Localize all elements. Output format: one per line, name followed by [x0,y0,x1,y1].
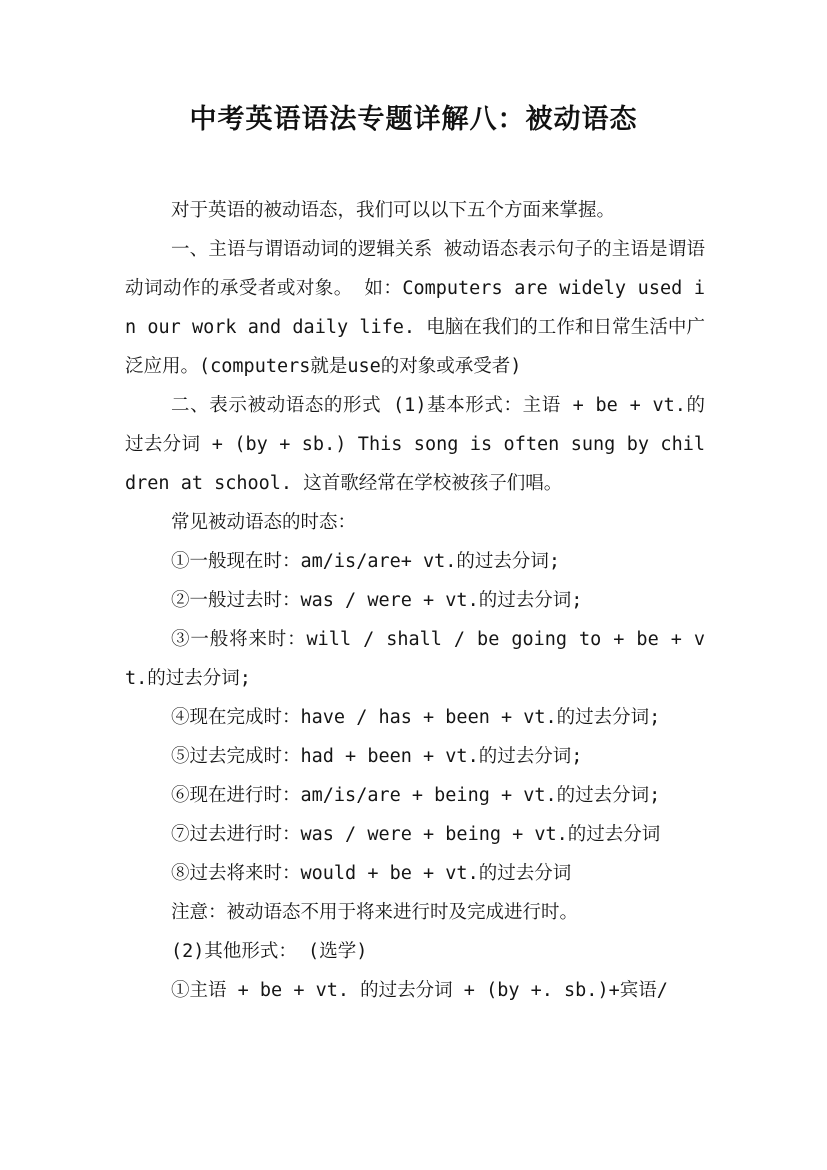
tense-item: ④现在完成时：have / has + been + vt.的过去分词; [171,707,661,728]
paragraph-section-1: 一、主语与谓语动词的逻辑关系 被动语态表示句子的主语是谓语动词动作的承受者或对象。 如：Computers are widely used in our work and daily life. 电脑在我们的工作和日常生活中广泛应用。(computers就是use的对象或承受者) [125,239,705,377]
paragraph-tense-heading: 常见被动语态的时态： [171,512,357,533]
tense-item: ⑧过去将来时：would + be + vt.的过去分词 [171,863,572,884]
tense-item: ⑦过去进行时：was / were + being + vt.的过去分词 [171,824,661,845]
paragraph-section-2: 二、表示被动语态的形式 (1)基本形式：主语 + be + vt.的过去分词 + (by + sb.) This song is often sung by children at school. 这首歌经常在学校被孩子们唱。 [125,395,705,494]
paragraph-intro: 对于英语的被动语态，我们可以以下五个方面来掌握。 [171,200,616,221]
paragraph-other-forms: (2)其他形式： (选学) [171,941,368,962]
paragraph-note: 注意：被动语态不用于将来进行时及完成进行时。 [171,902,579,923]
tense-item: ③一般将来时：will / shall / be going to + be + vt.的过去分词; [125,629,705,689]
document-body [125,191,705,1010]
tense-item: ①一般现在时：am/is/are+ vt.的过去分词; [171,551,561,572]
tense-item: ⑥现在进行时：am/is/are + being + vt.的过去分词; [171,785,661,806]
tense-item: ②一般过去时：was / were + vt.的过去分词; [171,590,583,611]
page-title: 中考英语语法专题详解八：被动语态 [189,104,638,135]
tense-item: ⑤过去完成时：had + been + vt.的过去分词; [171,746,583,767]
form-item: ①主语 + be + vt. 的过去分词 + (by +. sb.)+宾语/ [171,980,668,1001]
